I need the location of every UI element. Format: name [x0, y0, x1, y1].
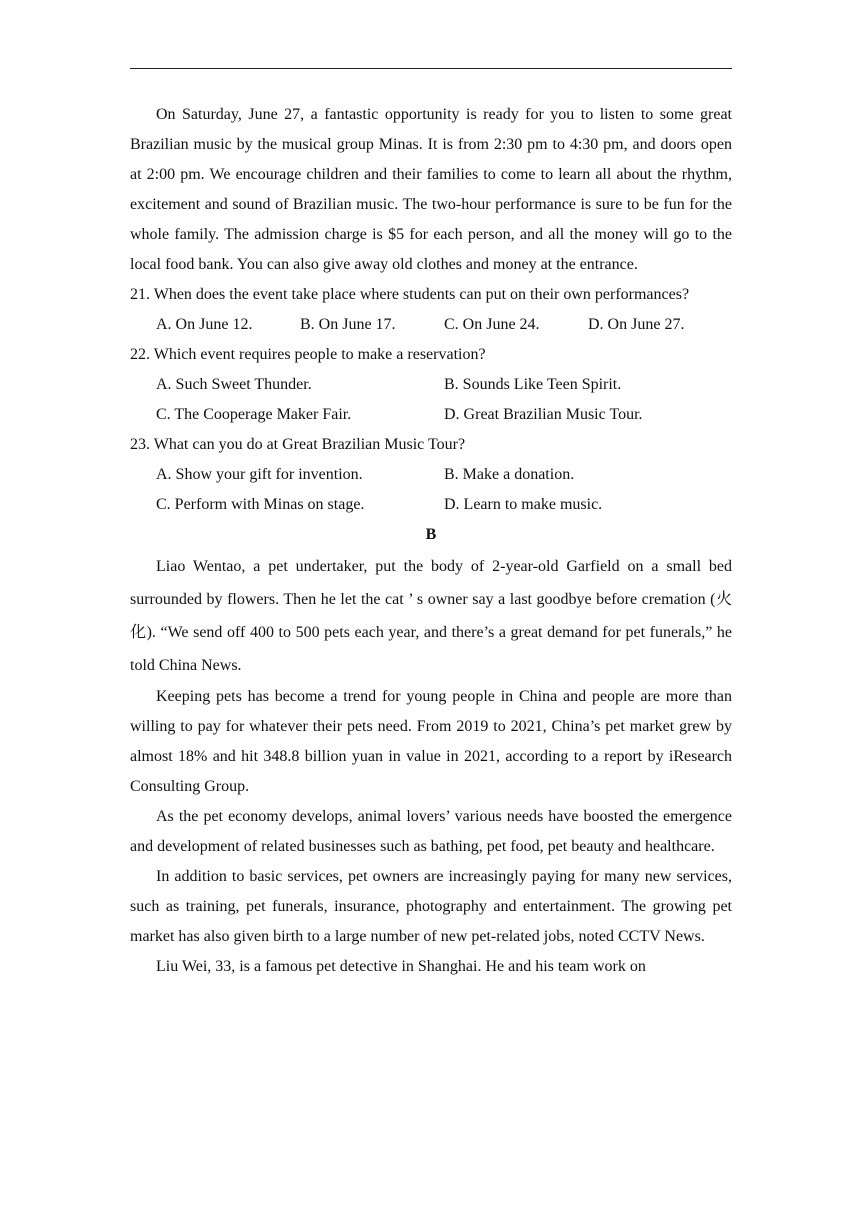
question-options-row-1 — [130, 460, 732, 490]
question-22 — [130, 340, 732, 430]
option-a: A. Show your gift for invention. — [156, 466, 363, 483]
passage-a-paragraph: On Saturday, June 27, a fantastic opportunity is ready for you to listen to some great Brazilian music by the musical group Minas. It is from 2:30 pm to 4:30 pm, and doors open at 2:00 pm. We encourage children and their families to come to learn all about the rhythm, excitement and sound of Brazilian music. The two-hour performance is sure to be fun for the whole family. The admission charge is $5 for each person, and all the money will go to the local food bank. You can also give away old clothes and money at the entrance. — [130, 106, 732, 273]
option-c: C. Perform with Minas on stage. — [156, 496, 365, 513]
option-b: B. Sounds Like Teen Spirit. — [444, 376, 622, 393]
option-c: C. The Cooperage Maker Fair. — [156, 406, 352, 423]
option-a: A. On June 12. — [156, 316, 253, 333]
option-a: A. Such Sweet Thunder. — [156, 376, 312, 393]
header-rule — [130, 68, 732, 69]
question-23 — [130, 430, 732, 520]
option-d: D. Learn to make music. — [444, 496, 603, 513]
passage-b-paragraph-5: Liu Wei, 33, is a famous pet detective in Shanghai. He and his team work on — [156, 958, 646, 975]
question-text: 23. What can you do at Great Brazilian Music Tour? — [130, 436, 466, 453]
passage-b-paragraph-1: Liao Wentao, a pet undertaker, put the body of 2-year-old Garfield on a small bed surrounded by flowers. Then he let the cat ’ s owner say a last goodbye before cremation (火化). “We send off 400 to 500 pets each year, and there’s a great demand for pet funerals,” he told China News. — [130, 558, 733, 674]
option-b: B. Make a donation. — [444, 466, 575, 483]
question-21 — [130, 280, 732, 340]
section-b-title: B — [425, 526, 437, 543]
question-text: 21. When does the event take place where students can put on their own performances? — [130, 286, 690, 303]
option-d: D. On June 27. — [588, 316, 685, 333]
option-c: C. On June 24. — [444, 316, 540, 333]
question-options-row-2 — [130, 490, 732, 520]
question-options-row-2 — [130, 400, 732, 430]
question-text: 22. Which event requires people to make a reservation? — [130, 346, 486, 363]
passage-b-paragraph-2: Keeping pets has become a trend for young people in China and people are more than willing to pay for whatever their pets need. From 2019 to 2021, China’s pet market grew by almost 18% and hit 348.8 billion yuan in value in 2021, according to a report by iResearch Consulting Group. — [130, 688, 732, 795]
question-options-row-1 — [130, 370, 732, 400]
passage-b-paragraph-3: As the pet economy develops, animal lovers’ various needs have boosted the emergence and development of related businesses such as bathing, pet food, pet beauty and healthcare. — [130, 808, 732, 855]
passage-b-paragraph-4: In addition to basic services, pet owners are increasingly paying for many new services, such as training, pet funerals, insurance, photography and entertainment. The growing pet market has also given birth to a large number of new pet-related jobs, noted CCTV News. — [130, 868, 732, 945]
option-d: D. Great Brazilian Music Tour. — [444, 406, 643, 423]
option-b: B. On June 17. — [300, 316, 396, 333]
question-options — [130, 310, 732, 340]
document-content — [130, 100, 732, 982]
